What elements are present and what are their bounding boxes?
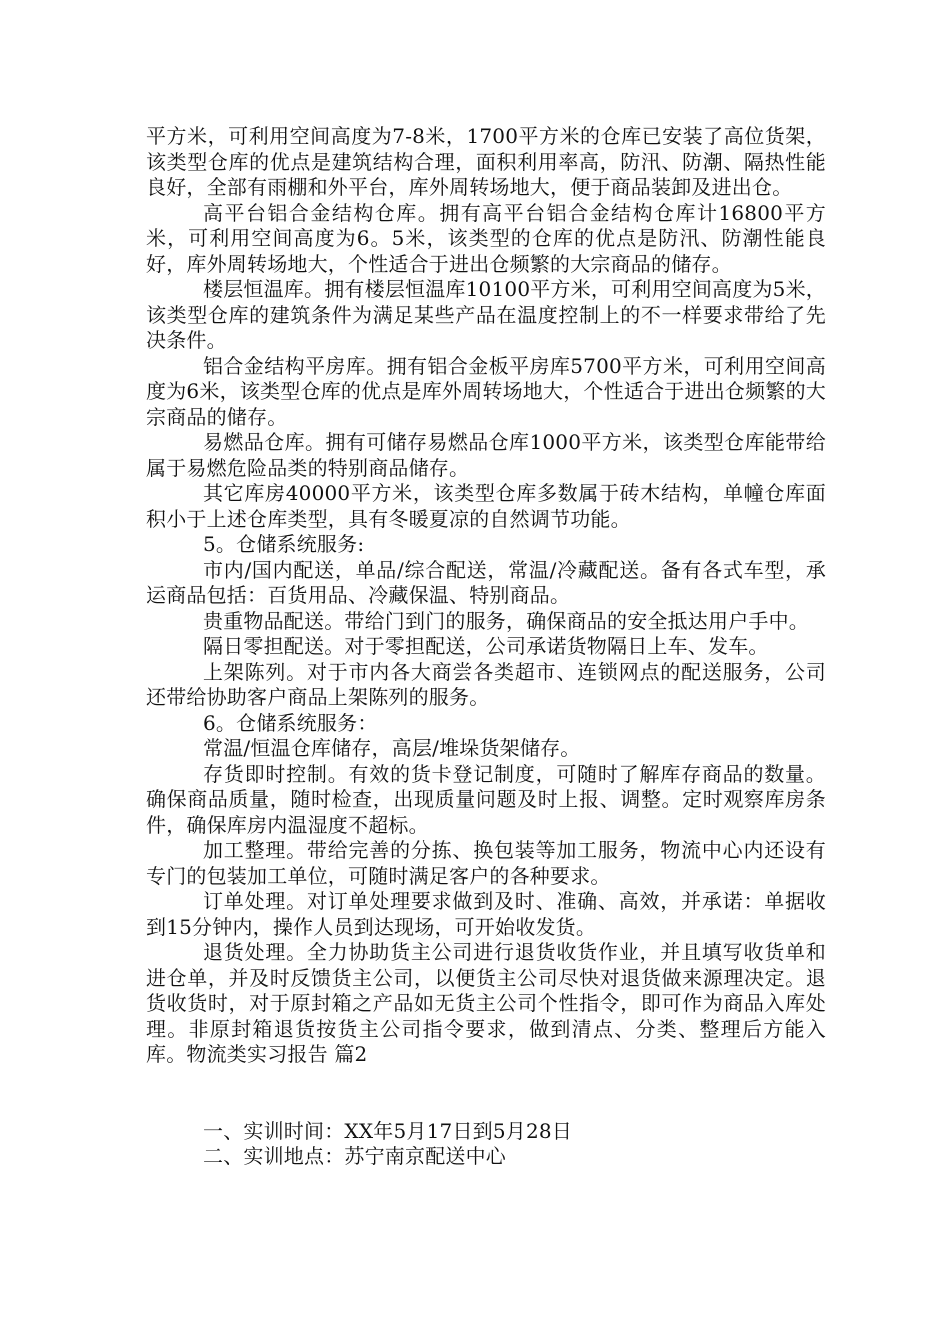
paragraph: 易燃品仓库。拥有可储存易燃品仓库1000平方米，该类型仓库能带给属于易燃危险品类的特别商品储存。: [146, 430, 826, 480]
paragraph-spacer: [146, 1068, 826, 1119]
paragraph: 贵重物品配送。带给门到门的服务，确保商品的安全抵达用户手中。: [203, 608, 809, 633]
paragraph: 上架陈列。对于市内各大商尝各类超市、连锁网点的配送服务，公司还带给协助客户商品上架陈列的服务。: [146, 659, 826, 709]
paragraph: 隔日零担配送。对于零担配送，公司承诺货物隔日上车、发车。: [203, 634, 769, 658]
paragraph: 退货处理。全力协助货主公司进行退货收货作业，并且填写收货单和进仓单，并及时反馈货主公司，以便货主公司尽快对退货做来源理决定。退货收货时，对于原封箱之产品如无货主公司个性指令，即可作为商品入库处理。非原封箱退货按货主公司指令要求，做到清点、分类、整理后方能入库。物流类实习报告 篇2: [146, 940, 826, 1066]
paragraph: 存货即时控制。有效的货卡登记制度，可随时了解库存商品的数量。确保商品质量，随时检查，出现质量问题及时上报、调整。定时观察库房条件，确保库房内温湿度不超标。: [146, 761, 826, 837]
list-item: 一、实训时间：XX年5月17日到5月28日: [203, 1118, 573, 1143]
section-heading: 6。仓储系统服务：: [203, 710, 378, 735]
paragraph: 加工整理。带给完善的分拣、换包装等加工服务，物流中心内还设有专门的包装加工单位，可随时满足客户的各种要求。: [146, 838, 826, 888]
paragraph: 订单处理。对订单处理要求做到及时、准确、高效，并承诺：单据收到15分钟内，操作人员到达现场，可开始收发货。: [146, 889, 826, 939]
section-heading: 5。仓储系统服务:: [203, 532, 365, 556]
list-item: 二、实训地点：苏宁南京配送中心: [203, 1144, 506, 1168]
paragraph: 其它库房40000平方米，该类型仓库多数属于砖木结构，单幢仓库面积小于上述仓库类型，具有冬暖夏凉的自然调节功能。: [146, 481, 826, 531]
paragraph: 平方米，可利用空间高度为7-8米，1700平方米的仓库已安装了高位货架，该类型仓库的优点是建筑结构合理，面积利用率高，防汛、防潮、隔热性能良好，全部有雨棚和外平台，库外周转场地大，便于商品装卸及进出仓。: [146, 124, 826, 199]
paragraph: 铝合金结构平房库。拥有铝合金板平房库5700平方米，可利用空间高度为6米，该类型仓库的优点是库外周转场地大，个性适合于进出仓频繁的大宗商品的储存。: [146, 353, 826, 429]
paragraph: 高平台铝合金结构仓库。拥有高平台铝合金结构仓库计16800平方米，可利用空间高度为6。5米，该类型的仓库的优点是防汛、防潮性能良好，库外周转场地大，个性适合于进出仓频繁的大宗商品的储存。: [146, 200, 826, 276]
paragraph: 楼层恒温库。拥有楼层恒温库10100平方米，可利用空间高度为5米，该类型仓库的建筑条件为满足某些产品在温度控制上的不一样要求带给了先决条件。: [146, 277, 826, 352]
document-body: [146, 124, 826, 1170]
paragraph: 常温/恒温仓库储存，高层/堆垛货架储存。: [203, 736, 581, 760]
paragraph: 市内/国内配送，单品/综合配送，常温/冷藏配送。备有各式车型，承运商品包括：百货用品、冷藏保温、特别商品。: [146, 557, 826, 607]
